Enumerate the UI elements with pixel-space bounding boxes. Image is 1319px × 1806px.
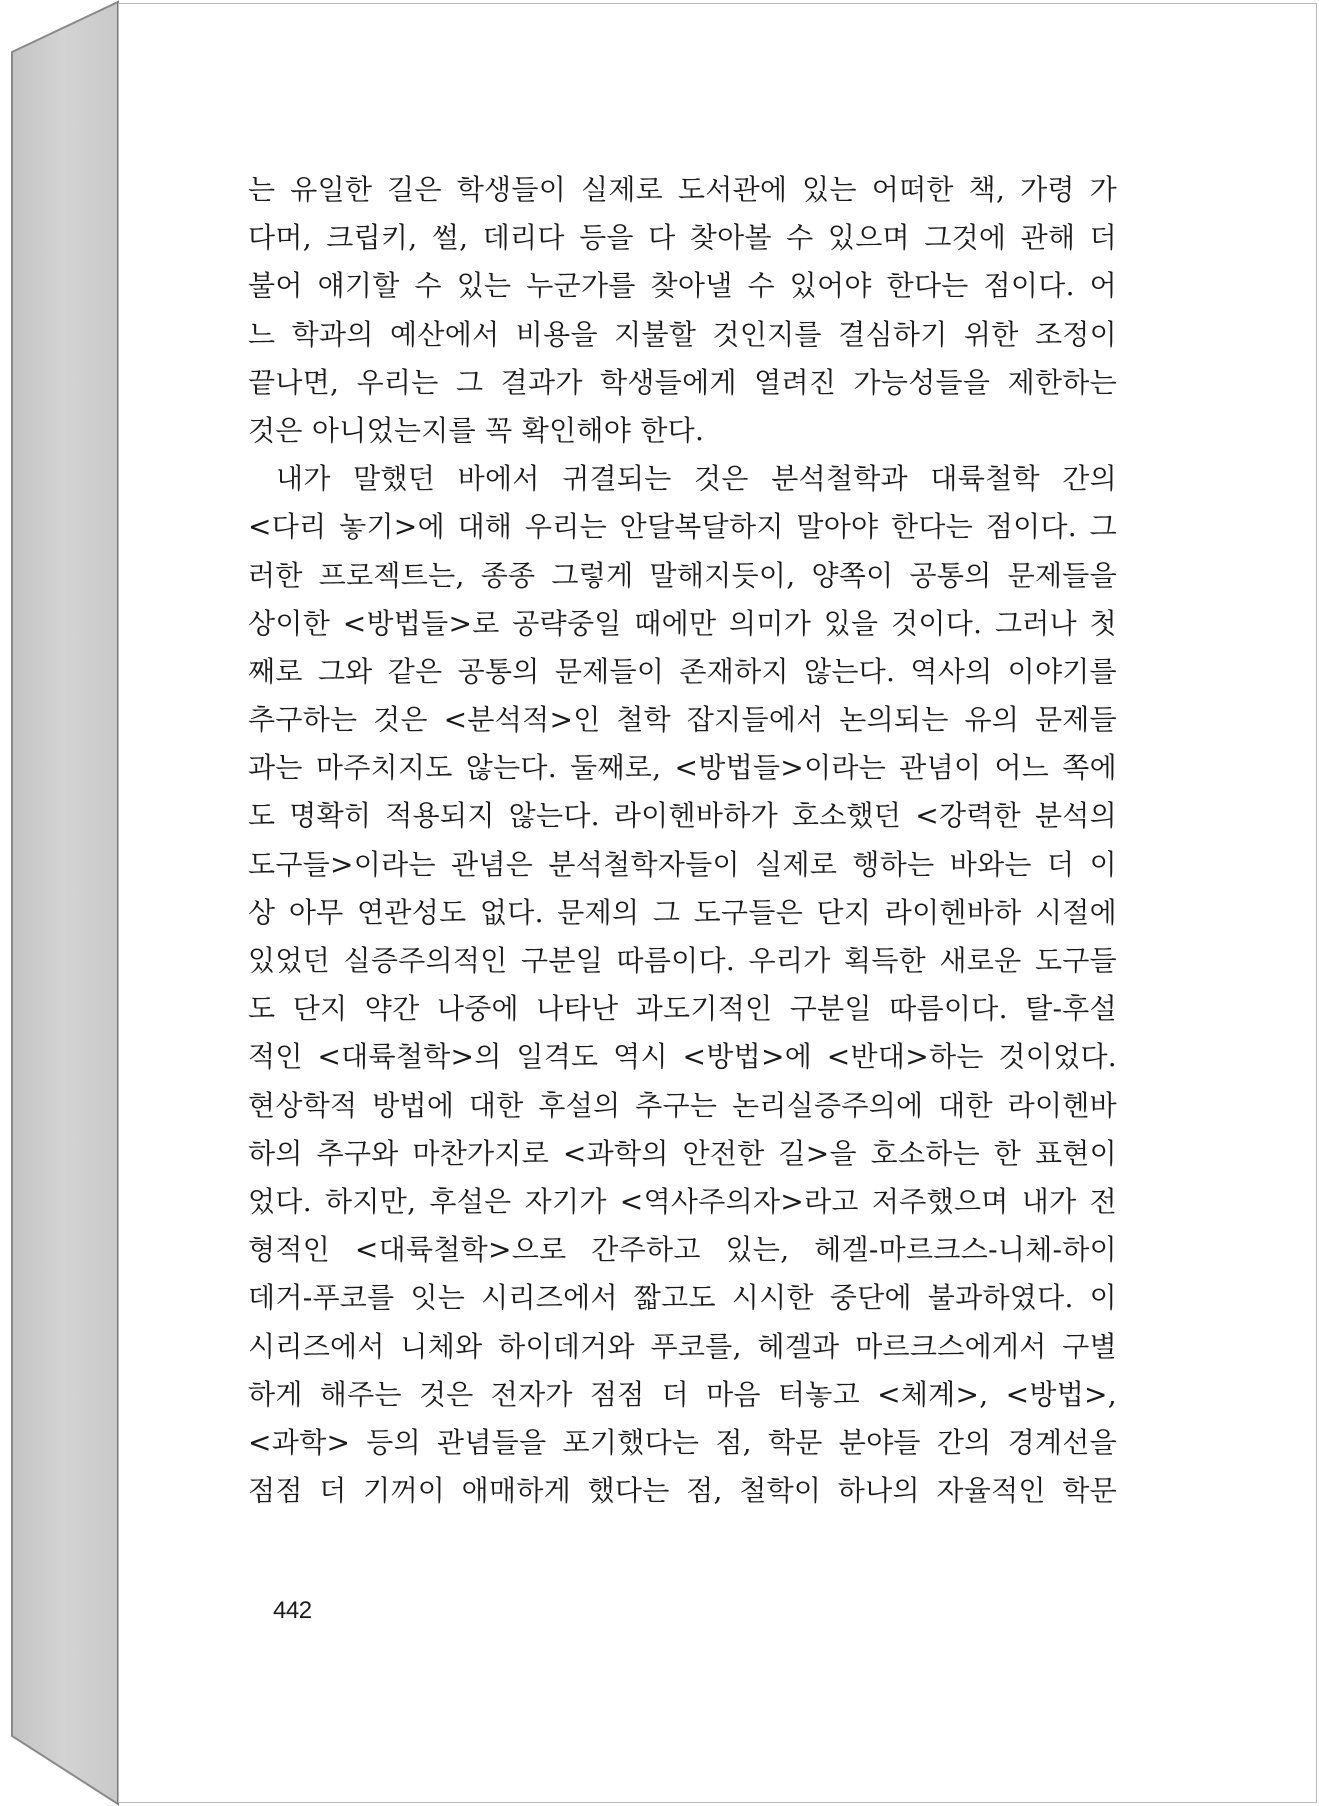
book-page	[118, 3, 1317, 1803]
text-line: 끝나면, 우리는 그 결과가 학생들에게 열려진 가능성들을 제한하는	[248, 365, 1117, 399]
text-line: <다리 놓기>에 대해 우리는 안달복달하지 말아야 한다는 점이다. 그	[248, 510, 1117, 544]
text-line: 째로 그와 같은 공통의 문제들이 존재하지 않는다. 역사의 이야기를	[248, 654, 1117, 688]
text-line: 상이한 <방법들>로 공략중일 때에만 의미가 있을 것이다. 그러나 첫	[248, 606, 1117, 640]
text-line: 었다. 하지만, 후설은 자기가 <역사주의자>라고 저주했으며 내가 전	[248, 1184, 1117, 1218]
text-line: 하게 해주는 것은 전자가 점점 더 마음 터놓고 <체계>, <방법>,	[248, 1377, 1117, 1411]
text-line: 점점 더 기꺼이 애매하게 했다는 점, 철학이 하나의 자율적인 학문	[248, 1474, 1117, 1508]
text-line: 러한 프로젝트는, 종종 그렇게 말해지듯이, 양쪽이 공통의 문제들을	[248, 558, 1117, 592]
paragraph-2	[248, 455, 1117, 1515]
body-text	[248, 166, 1117, 1515]
text-line: 도 단지 약간 나중에 나타난 과도기적인 구분일 따름이다. 탈-후설	[248, 992, 1117, 1026]
text-line: 추구하는 것은 <분석적>인 철학 잡지들에서 논의되는 유의 문제들	[248, 703, 1117, 737]
text-line: 는 유일한 길은 학생들이 실제로 도서관에 있는 어떠한 책, 가령 가	[248, 173, 1117, 206]
text-line: 있었던 실증주의적인 구분일 따름이다. 우리가 획득한 새로운 도구들	[248, 944, 1117, 977]
text-line: 도 명확히 적용되지 않는다. 라이헨바하가 호소했던 <강력한 분석의	[248, 799, 1117, 833]
text-line: 다머, 크립키, 썰, 데리다 등을 다 찾아볼 수 있으며 그것에 관해 더	[248, 221, 1117, 255]
paragraph-1	[248, 166, 1117, 455]
page-number: 442	[273, 1597, 312, 1624]
text-line: 시리즈에서 니체와 하이데거와 푸코를, 헤겔과 마르크스에게서 구별	[248, 1329, 1117, 1363]
text-line: 불어 얘기할 수 있는 누군가를 찾아낼 수 있어야 한다는 점이다. 어	[248, 269, 1117, 303]
text-line: 도구들>이라는 관념은 분석철학자들이 실제로 행하는 바와는 더 이	[248, 847, 1117, 881]
text-line: 과는 마주치지도 않는다. 둘째로, <방법들>이라는 관념이 어느 쪽에	[248, 751, 1117, 785]
text-line: 내가 말했던 바에서 귀결되는 것은 분석철학과 대륙철학 간의	[276, 462, 1117, 496]
text-line: 현상학적 방법에 대한 후설의 추구는 논리실증주의에 대한 라이헨바	[248, 1088, 1117, 1122]
text-line: <과학> 등의 관념들을 포기했다는 점, 학문 분야들 간의 경계선을	[248, 1425, 1117, 1459]
text-line: 적인 <대륙철학>의 일격도 역시 <방법>에 <반대>하는 것이었다.	[248, 1040, 1117, 1074]
text-line: 하의 추구와 마찬가지로 <과학의 안전한 길>을 호소하는 한 표현이	[248, 1136, 1117, 1170]
text-line: 형적인 <대륙철학>으로 간주하고 있는, 헤겔-마르크스-니체-하이	[248, 1233, 1117, 1267]
text-line: 느 학과의 예산에서 비용을 지불할 것인지를 결심하기 위한 조정이	[248, 317, 1117, 351]
text-line: 상 아무 연관성도 없다. 문제의 그 도구들은 단지 라이헨바하 시절에	[248, 895, 1117, 929]
text-line: 데거-푸코를 잇는 시리즈에서 짧고도 시시한 중단에 불과하였다. 이	[248, 1281, 1117, 1315]
text-line: 것은 아니었는지를 꼭 확인해야 한다.	[248, 413, 705, 447]
